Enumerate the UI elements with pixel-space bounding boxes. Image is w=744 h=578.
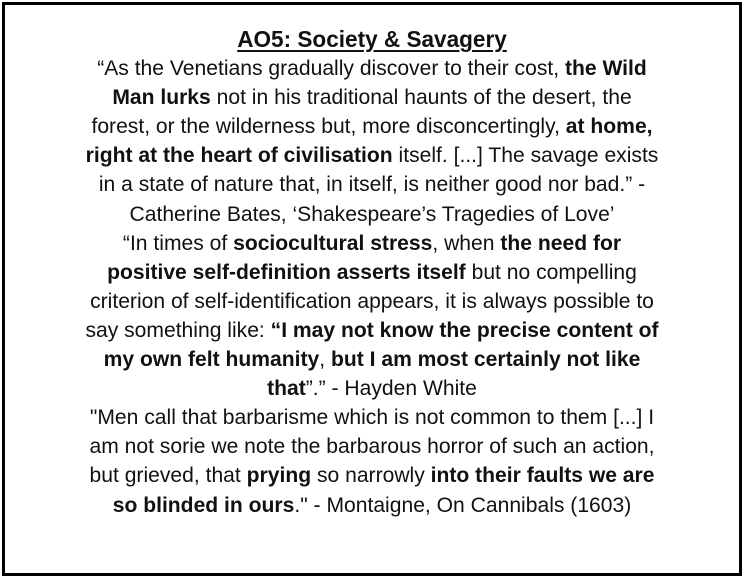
quote-text: “In times of [122,230,234,255]
quote-text: say something like: [85,317,271,342]
quote-bates [5,54,739,229]
quote-text: ” [305,376,313,401]
quote-line: "Men call that barbarisme which is not common to them [...] I [89,405,655,430]
quote-emphasis: the need for [500,230,622,255]
quote-line [12,229,732,258]
slide-title: AO5: Society & Savagery [237,26,507,52]
quote-emphasis: that [267,376,306,401]
quote-attribution: .” - Hayden White [312,376,477,401]
slide-content [5,25,739,520]
quote-text: “As the Venetians gradually discover to their cost, [97,56,565,81]
quote-line [12,258,732,287]
quote-white [5,229,739,404]
quote-emphasis: but I am most certainly not like [330,347,641,372]
quote-emphasis: “I may not know the precise content of [270,317,659,342]
quote-line [12,54,732,83]
quote-emphasis: the Wild [564,56,647,81]
quote-emphasis: positive self-definition asserts itself [107,259,466,284]
quote-line [12,141,732,170]
quote-emphasis: prying [246,463,312,488]
quote-line [12,83,732,112]
quote-line [12,345,732,374]
quote-text: , when [432,230,501,255]
quote-line [12,316,732,345]
quote-emphasis: my own felt humanity [103,347,320,372]
quote-emphasis: at home, [565,114,653,139]
quote-attribution: Catherine Bates, ‘Shakespeare’s Tragedies of Love’ [129,201,615,226]
quote-line: am not sorie we note the barbarous horror of such an action, [89,434,655,459]
quote-line [12,112,732,141]
quote-text: but no compelling [465,259,637,284]
quote-emphasis: Man lurks [112,85,211,110]
quote-line [12,491,732,520]
quote-text: forest, or the wilderness but, more disconcertingly, [91,114,566,139]
quote-emphasis: sociocultural stress [233,230,433,255]
quote-text: but grieved, that [89,463,247,488]
quote-text: , [319,347,331,372]
quote-line: in a state of nature that, in itself, is neither good nor bad.” - [98,172,646,197]
quote-line [12,461,732,490]
quote-attribution: ." - Montaigne, On Cannibals (1603) [294,492,632,517]
quote-text: so narrowly [311,463,431,488]
quote-line: criterion of self-identification appears, it is always possible to [90,288,654,313]
quote-text: itself. [...] The savage exists [392,143,659,168]
quote-montaigne [5,403,739,519]
quote-emphasis: into their faults we are [430,463,655,488]
quote-text: not in his traditional haunts of the desert, the [210,85,632,110]
slide-frame [2,2,742,576]
quote-emphasis: so blinded in ours [112,492,295,517]
quote-emphasis: right at the heart of civilisation [85,143,393,168]
quote-line [12,374,732,403]
